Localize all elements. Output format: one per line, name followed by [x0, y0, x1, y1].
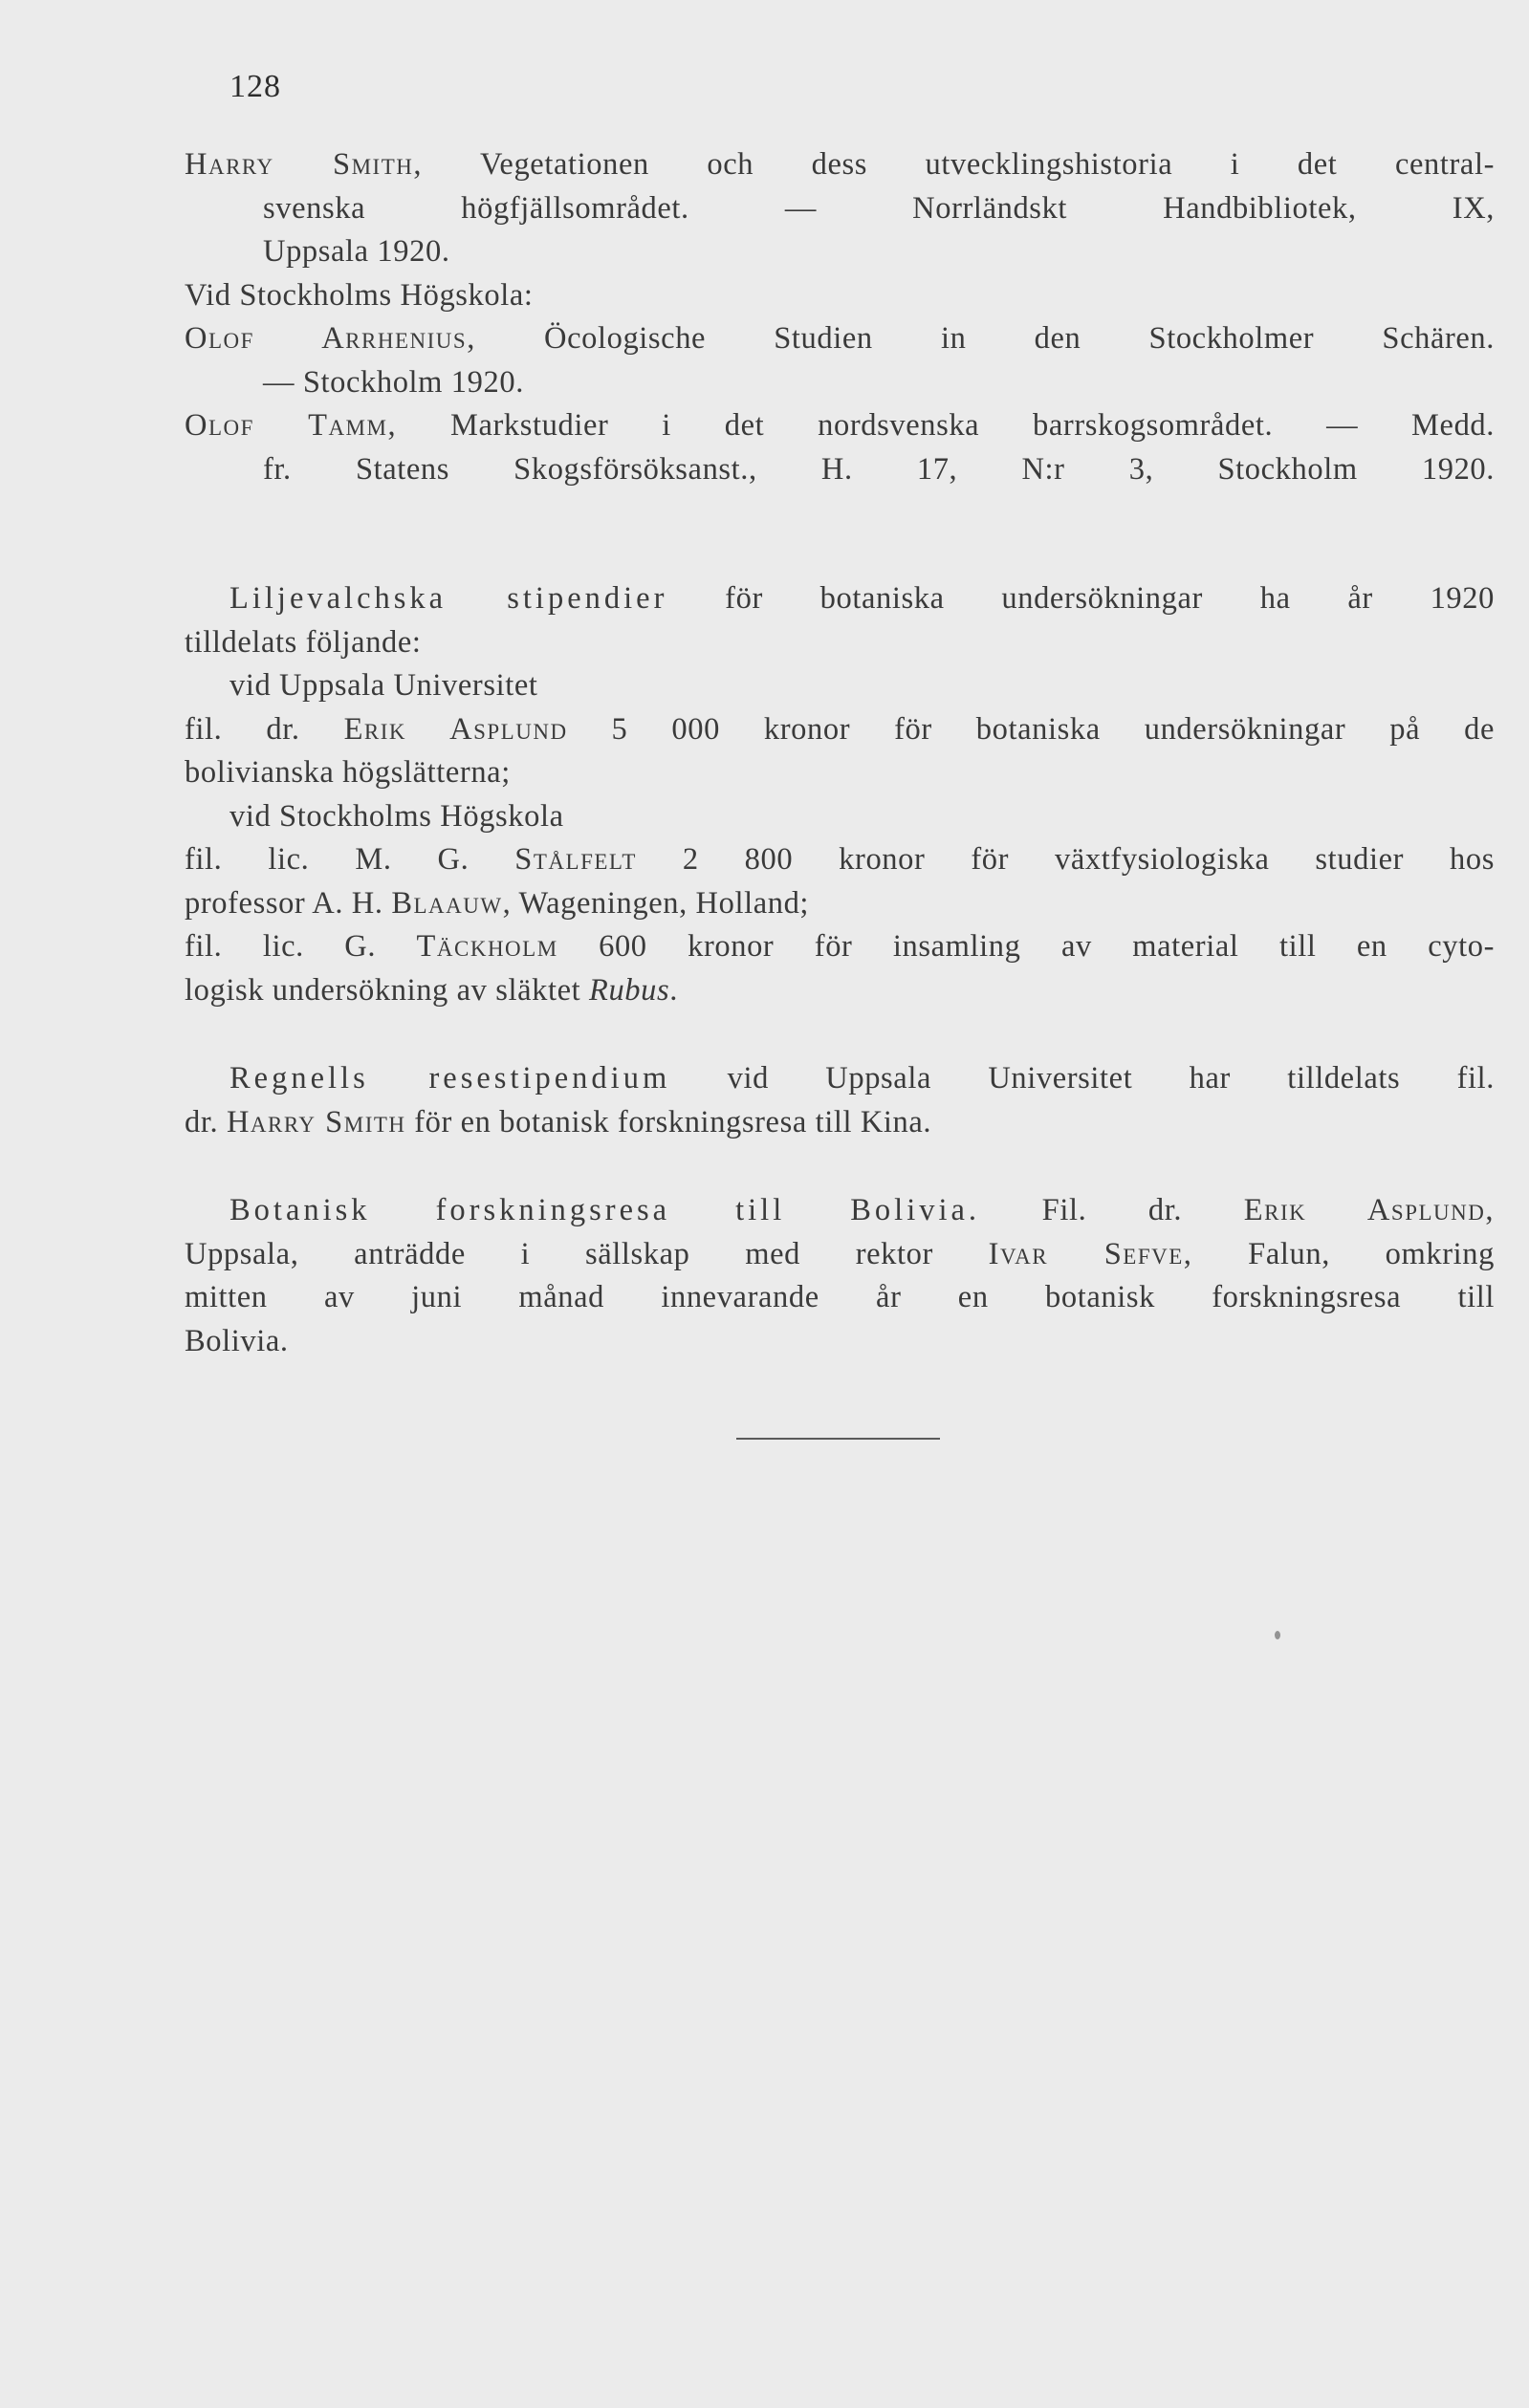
- paragraph-line: Botanisk forskningsresa till Bolivia. Fil. dr. Erik Asplund,: [229, 1193, 1495, 1227]
- person-name: Ivar Sefve,: [988, 1236, 1193, 1271]
- paragraph-line: fil. lic. G. Täckholm 600 kronor för insamling av material till en cyto-: [185, 929, 1496, 964]
- bib-entry-arrhenius: [185, 317, 1495, 404]
- paragraph-line: logisk undersökning av släktet Rubus.: [185, 972, 678, 1008]
- section-regnell: [185, 1057, 1495, 1144]
- section-gap: [185, 491, 1495, 577]
- bib-entry-line: Uppsala 1920.: [263, 234, 450, 269]
- bib-entry-line: Olof Tamm, Markstudier i det nordsvenska barrskogsområdet. — Medd.: [185, 408, 1495, 443]
- author-name: Olof Tamm,: [185, 408, 398, 443]
- author-name: Harry Smith,: [185, 147, 424, 182]
- person-name: Stålfelt: [514, 842, 637, 877]
- paragraph-line: Uppsala, anträdde i sällskap med rektor Ivar Sefve, Falun, omkring: [185, 1236, 1495, 1271]
- person-name: Täckholm: [416, 929, 558, 964]
- scan-speck: [1275, 1631, 1280, 1639]
- section-gap: [185, 1012, 1495, 1057]
- page-number: 128: [229, 69, 281, 104]
- paragraph-line: fil. lic. M. G. Stålfelt 2 800 kronor för växtfysiologiska studier hos: [185, 842, 1495, 877]
- paragraph-line: fil. dr. Erik Asplund 5 000 kronor för botaniska undersökningar på de: [185, 711, 1496, 747]
- paragraph-line: Liljevalchska stipendier för botaniska undersökningar ha år 1920: [229, 581, 1495, 616]
- page-body: [185, 143, 1495, 1363]
- paragraph-line: vid Uppsala Universitet: [229, 668, 538, 703]
- person-name: Harry Smith: [226, 1104, 406, 1139]
- institution-heading: Vid Stockholms Högskola:: [185, 277, 534, 313]
- section-heading: Botanisk forskningsresa till Bolivia.: [229, 1193, 981, 1227]
- person-name: Erik Asplund,: [1243, 1193, 1495, 1227]
- section-liljevalch: [185, 577, 1495, 1012]
- section-heading: Regnells resestipendium: [229, 1061, 671, 1096]
- paragraph-line: vid Stockholms Högskola: [229, 798, 564, 834]
- paragraph-line: dr. Harry Smith för en botanisk forskningsresa till Kina.: [185, 1104, 932, 1139]
- section-bolivia: [185, 1189, 1495, 1363]
- bib-entry-tamm: [185, 404, 1495, 491]
- paragraph-line: mitten av juni månad innevarande år en botanisk forskningsresa till: [185, 1280, 1495, 1314]
- bib-entry-smith: [185, 143, 1495, 274]
- section-heading: Liljevalchska stipendier: [229, 581, 668, 616]
- genus-name: Rubus: [589, 972, 670, 1008]
- bib-entry-line: — Stockholm 1920.: [263, 364, 524, 400]
- bib-entry-line: svenska högfjällsområdet. — Norrländskt Handbibliotek, IX,: [263, 190, 1495, 226]
- person-name: Erik Asplund: [343, 711, 568, 747]
- paragraph-line: bolivianska högslätterna;: [185, 755, 511, 790]
- paragraph-line: Bolivia.: [185, 1323, 289, 1358]
- bib-entry-line: fr. Statens Skogsförsöksanst., H. 17, N:r 3, Stockholm 1920.: [263, 451, 1495, 487]
- author-name: Olof Arrhenius,: [185, 321, 476, 356]
- paragraph-line: tilldelats följande:: [185, 624, 422, 660]
- paragraph-line: professor A. H. Blaauw, Wageningen, Holland;: [185, 885, 810, 921]
- bib-entry-line: Harry Smith, Vegetationen och dess utvecklingshistoria i det central-: [185, 147, 1495, 182]
- bib-entry-line: Olof Arrhenius, Öcologische Studien in den Stockholmer Schären.: [185, 321, 1495, 356]
- paragraph-line: Regnells resestipendium vid Uppsala Universitet har tilldelats fil.: [229, 1061, 1495, 1096]
- section-gap: [185, 1144, 1495, 1189]
- person-name: Blaauw: [391, 885, 503, 921]
- closing-rule: [736, 1438, 940, 1440]
